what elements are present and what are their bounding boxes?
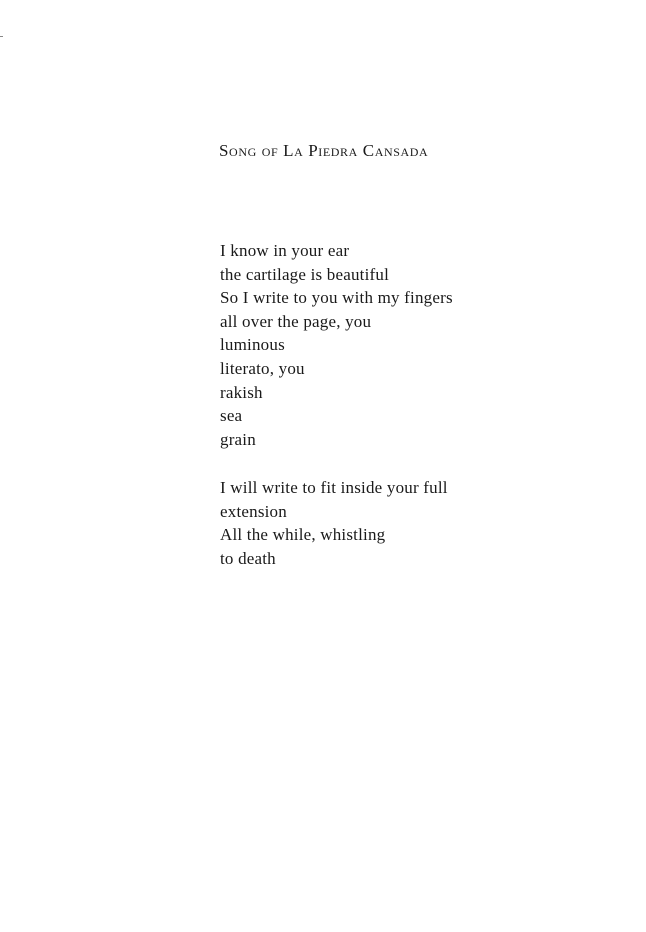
poem-line: sea [220,406,243,426]
stanza-1 [220,239,453,451]
poem-line: the cartilage is beautiful [220,264,389,284]
poem-line: all over the page, you [220,311,372,331]
poem-line: All the while, whistling [220,525,386,545]
poem-line: literato, you [220,358,305,378]
stanza-2 [220,476,448,570]
scan-mark [0,36,3,37]
poem-line: I will write to fit inside your full [220,478,448,497]
poem-line: I know in your ear [220,241,350,260]
poem-line: to death [220,548,276,568]
poem-line: So I write to you with my fingers [220,288,453,308]
poem-line: luminous [220,335,285,355]
poem-line: extension [220,501,287,521]
poem-title: Song of La Piedra Cansada [219,141,429,160]
poem-line: rakish [220,382,263,402]
poem-line: grain [220,429,256,449]
